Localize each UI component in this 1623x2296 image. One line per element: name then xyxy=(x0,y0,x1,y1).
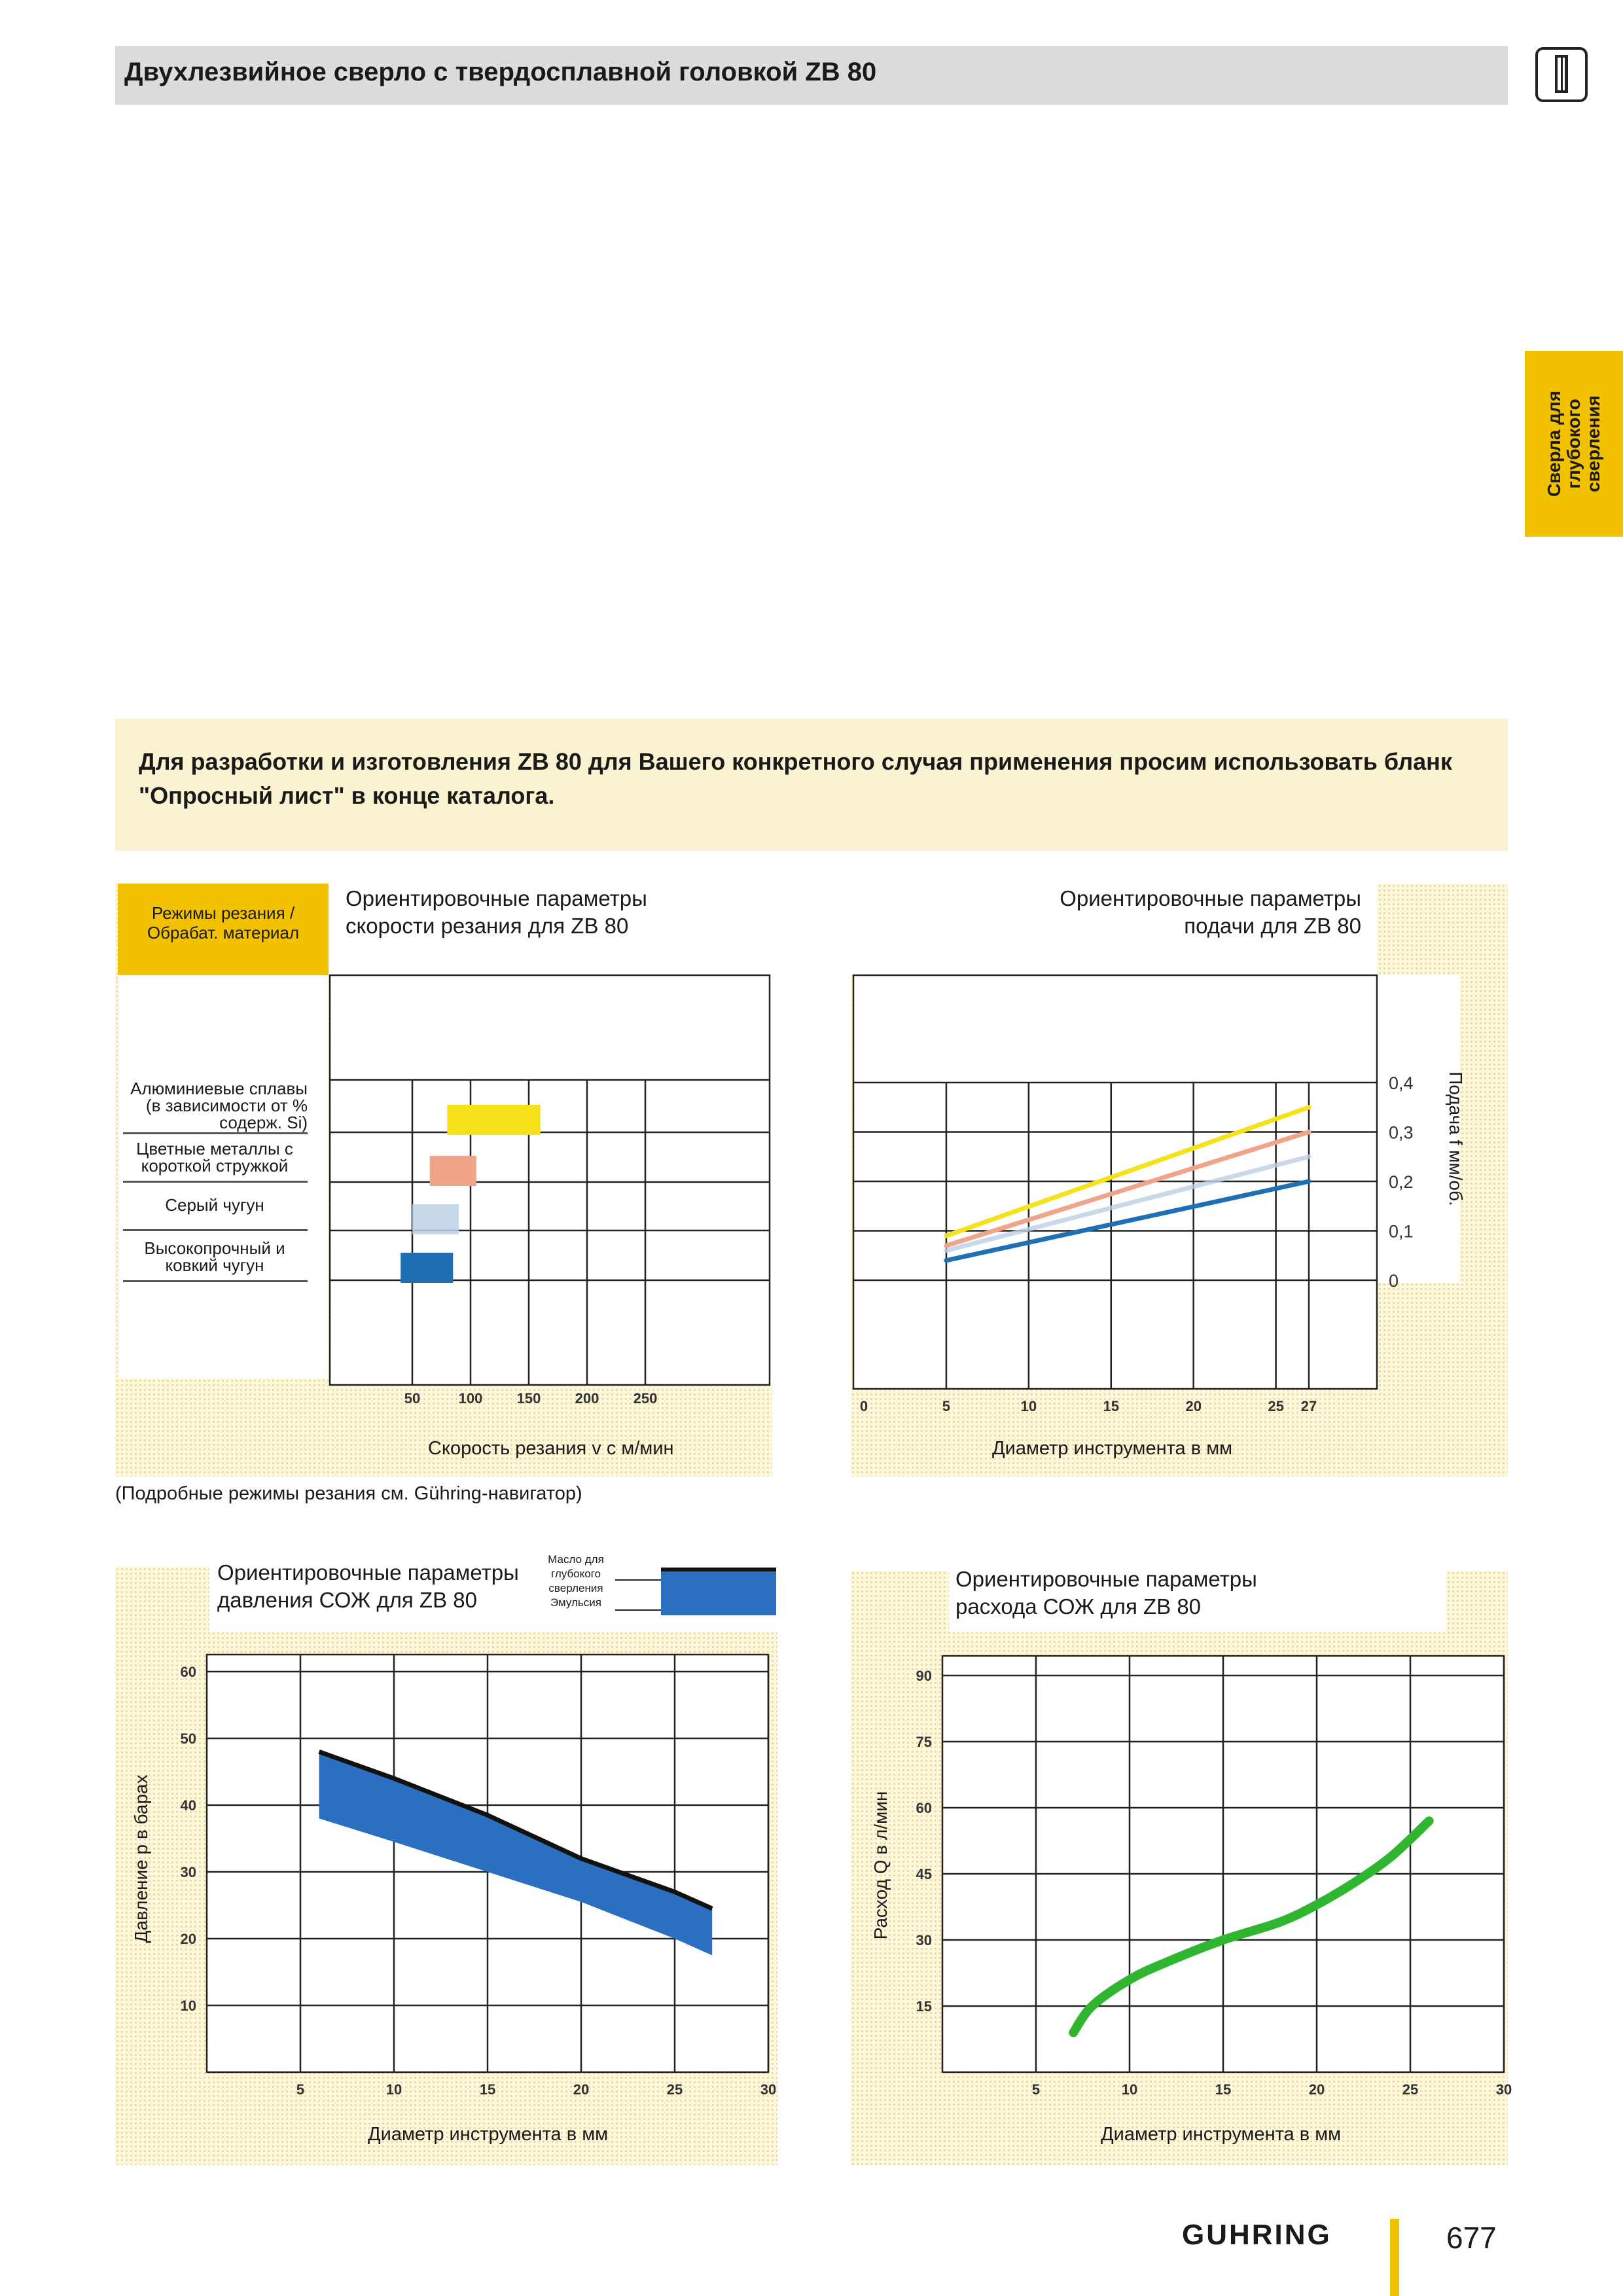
y-tick-label: 15 xyxy=(916,1998,932,2015)
x-tick-label: 15 xyxy=(479,2081,496,2098)
x-tick-label: 50 xyxy=(404,1390,421,1407)
material-ductile-iron xyxy=(122,1240,308,1274)
pressure-title-line: давления СОЖ для ZB 80 xyxy=(217,1588,477,1612)
material-divider xyxy=(123,1132,308,1134)
x-tick-label: 0 xyxy=(859,1398,868,1414)
y-tick-label: 75 xyxy=(916,1734,932,1750)
y-tick-label: 60 xyxy=(180,1664,196,1680)
legend-line: глубокого xyxy=(551,1568,601,1580)
material-divider xyxy=(123,1181,308,1183)
x-tick-label: 10 xyxy=(385,2081,402,2098)
x-tick-label: 5 xyxy=(942,1398,951,1414)
y-tick-label: 50 xyxy=(180,1731,196,1747)
material-line: Высокопрочный и xyxy=(144,1238,285,1258)
material-line: (в зависимости от % xyxy=(145,1096,308,1115)
flow-title-line: Ориентировочные параметры xyxy=(955,1567,1257,1591)
page-number: 677 xyxy=(1446,2221,1497,2255)
y-tick-label: 30 xyxy=(916,1932,932,1948)
x-tick-label: 25 xyxy=(1402,2081,1419,2098)
mode-label-box xyxy=(118,884,329,975)
x-tick-label: 100 xyxy=(458,1390,483,1407)
x-tick-labels xyxy=(296,2081,776,2098)
legend-line: сверления xyxy=(548,1582,603,1594)
flow-x-label: Диаметр инструмента в мм xyxy=(1101,2124,1342,2145)
speed-range-bar xyxy=(412,1204,459,1234)
x-tick-label: 20 xyxy=(1185,1398,1202,1414)
y-tick-labels xyxy=(1389,1073,1414,1291)
section-tab[interactable] xyxy=(1525,351,1623,537)
material-line: содерж. Si) xyxy=(219,1113,308,1132)
speed-range-bar xyxy=(447,1105,540,1135)
y-tick-labels xyxy=(916,1668,932,2015)
y-tick-label: 0,3 xyxy=(1389,1122,1414,1143)
page-title: Двухлезвийное сверло с твердосплавной головкой ZB 80 xyxy=(124,58,877,86)
y-tick-label: 40 xyxy=(180,1797,196,1814)
cutting-x-label: Скорость резания v с м/мин xyxy=(428,1438,674,1459)
material-list-bg xyxy=(118,975,329,1378)
material-line: Серый чугун xyxy=(165,1195,264,1215)
speed-range-bar xyxy=(430,1156,476,1186)
mode-label-line: Режимы резания / xyxy=(151,903,295,923)
notice-text: Для разработки и изготовления ZB 80 для Вашего конкретного случая применения просим использовать бланк "Опросный лист" в конце каталога. xyxy=(139,748,1452,809)
y-tick-label: 0,2 xyxy=(1389,1172,1414,1192)
feed-title-line: Ориентировочные параметры xyxy=(1060,886,1361,910)
legend-line: Эмульсия xyxy=(550,1596,601,1609)
x-tick-label: 200 xyxy=(575,1390,599,1407)
section-tab-line: сверления xyxy=(1583,395,1603,492)
pressure-y-label-anchor xyxy=(128,1774,154,1943)
footnote: (Подробные режимы резания см. Gühring-навигатор) xyxy=(115,1483,582,1504)
y-tick-label: 20 xyxy=(180,1931,196,1947)
y-tick-label: 10 xyxy=(180,1998,196,2014)
pressure-chart xyxy=(118,1632,777,2097)
legend-band-swatch xyxy=(661,1570,776,1615)
y-tick-label: 90 xyxy=(916,1668,932,1684)
brand-logo: GUHRING xyxy=(1182,2219,1332,2251)
cutting-speed-chart xyxy=(327,975,772,1433)
material-grey-iron xyxy=(122,1196,308,1213)
feed-y-label: Подача f мм/об. xyxy=(1446,1071,1466,1206)
flow-chart xyxy=(851,1632,1512,2098)
cutting-title-line: Ориентировочные параметры xyxy=(346,886,647,910)
section-tab-label xyxy=(1544,391,1603,497)
flow-title xyxy=(955,1566,1257,1621)
x-tick-labels xyxy=(1032,2081,1512,2098)
x-tick-label: 10 xyxy=(1121,2081,1138,2098)
legend-line: Масло для xyxy=(548,1553,604,1566)
pressure-legend xyxy=(615,1560,779,1623)
pressure-legend-labels xyxy=(530,1552,622,1610)
x-tick-label: 20 xyxy=(1308,2081,1325,2098)
x-tick-labels xyxy=(404,1390,658,1407)
material-aluminium xyxy=(122,1080,308,1131)
x-tick-label: 27 xyxy=(1300,1398,1317,1414)
pressure-x-label: Диаметр инструмента в мм xyxy=(368,2124,609,2145)
x-tick-label: 10 xyxy=(1020,1398,1037,1414)
material-line: короткой стружкой xyxy=(141,1156,289,1175)
flow-title-line: расхода СОЖ для ZB 80 xyxy=(955,1594,1202,1619)
x-tick-label: 5 xyxy=(296,2081,305,2098)
pressure-title-line: Ориентировочные параметры xyxy=(217,1560,519,1585)
mode-label-line: Обрабат. материал xyxy=(147,923,300,942)
feed-title-line: подачи для ZB 80 xyxy=(1184,914,1361,938)
feed-title xyxy=(1021,885,1361,940)
cutting-title-line: скорости резания для ZB 80 xyxy=(346,914,629,938)
drill-icon xyxy=(1535,47,1588,102)
x-tick-label: 150 xyxy=(516,1390,541,1407)
y-tick-label: 60 xyxy=(916,1800,932,1816)
material-divider xyxy=(123,1280,308,1282)
pressure-y-label: Давление р в барах xyxy=(131,1774,151,1943)
material-nonferrous xyxy=(122,1140,308,1174)
x-tick-label: 15 xyxy=(1215,2081,1232,2098)
pressure-title xyxy=(217,1559,519,1614)
material-line: ковкий чугун xyxy=(165,1255,264,1275)
section-tab-line: глубокого xyxy=(1563,399,1584,489)
plot-background xyxy=(330,975,772,1385)
x-tick-label: 250 xyxy=(633,1390,658,1407)
y-tick-label: 30 xyxy=(180,1864,196,1880)
x-tick-label: 25 xyxy=(1268,1398,1284,1414)
y-tick-label: 0,1 xyxy=(1389,1221,1414,1242)
footer-accent-bar xyxy=(1390,2219,1399,2296)
x-tick-label: 20 xyxy=(573,2081,590,2098)
material-line: Алюминиевые сплавы xyxy=(130,1079,308,1098)
y-tick-label: 0 xyxy=(1389,1271,1399,1291)
x-tick-label: 25 xyxy=(666,2081,683,2098)
feed-chart xyxy=(851,973,1453,1433)
drill-glyph xyxy=(1538,50,1585,99)
feed-y-label-anchor xyxy=(1442,1071,1469,1206)
x-tick-label: 5 xyxy=(1031,2081,1041,2098)
x-tick-label: 30 xyxy=(760,2081,777,2098)
y-tick-labels xyxy=(181,1664,196,2014)
cutting-title xyxy=(346,885,647,940)
y-tick-label: 45 xyxy=(916,1866,932,1882)
speed-range-bar xyxy=(401,1253,453,1283)
x-tick-label: 30 xyxy=(1495,2081,1512,2098)
material-line: Цветные металлы с xyxy=(136,1139,293,1158)
flow-y-label: Расход Q в л/мин xyxy=(870,1791,891,1940)
x-tick-labels xyxy=(860,1398,1317,1414)
material-divider xyxy=(123,1229,308,1231)
flow-y-label-anchor xyxy=(868,1791,894,1940)
y-tick-label: 0,4 xyxy=(1389,1073,1414,1093)
feed-x-label: Диаметр инструмента в мм xyxy=(992,1438,1233,1459)
x-tick-label: 15 xyxy=(1103,1398,1120,1414)
section-tab-line: Сверла для xyxy=(1544,390,1564,497)
